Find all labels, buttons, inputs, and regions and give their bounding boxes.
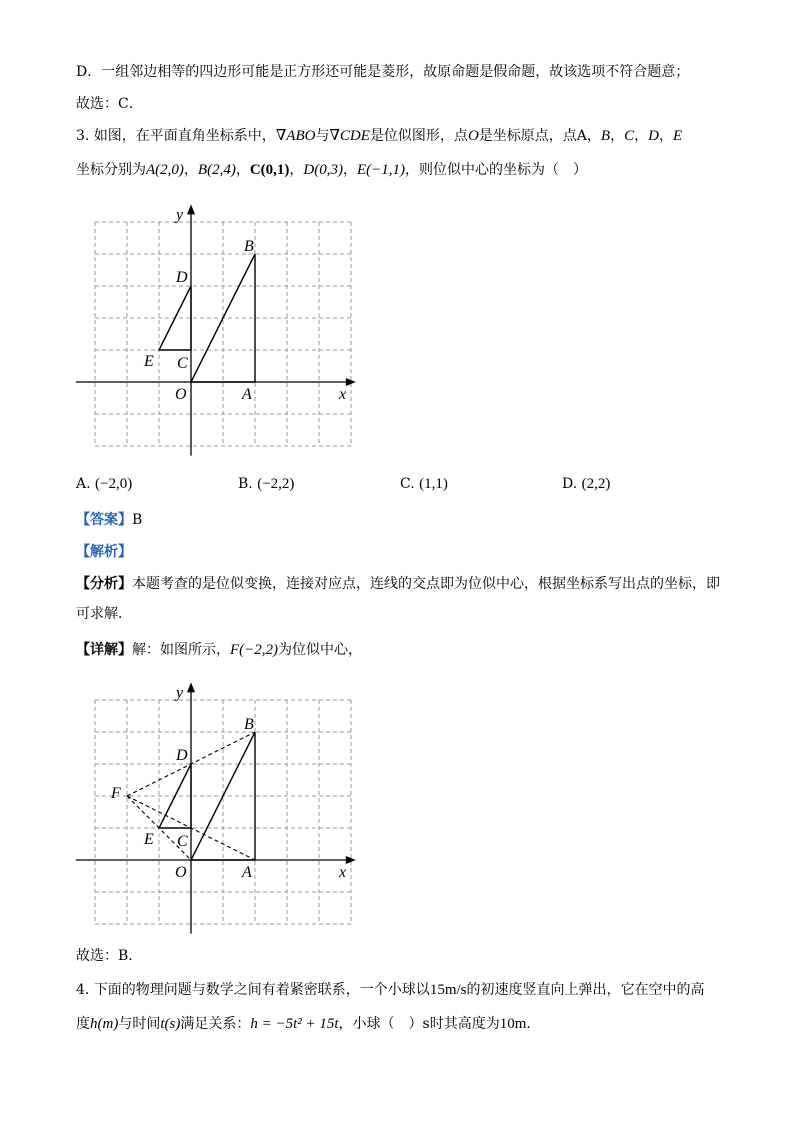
q3-stem-text: 是位似图形，点 — [369, 128, 468, 144]
separator: ， — [342, 162, 357, 178]
label-o: O — [175, 386, 187, 403]
label-c: C — [177, 355, 188, 372]
option-c[interactable] — [400, 472, 448, 496]
q4-stem-text: 度 — [76, 1016, 90, 1032]
q4-speed: 15m/s — [429, 982, 467, 998]
q4-stem-line2 — [76, 1014, 540, 1034]
option-a[interactable] — [76, 472, 132, 496]
q3-figure-2 — [60, 674, 360, 944]
option-d[interactable] — [562, 472, 610, 496]
q3-fenxi — [76, 569, 721, 629]
xiangjie-text: 解：如图所示， — [132, 642, 230, 658]
xiangjie-tag: 【详解】 — [76, 642, 132, 658]
label-a: A — [242, 386, 252, 403]
option-value: (1,1) — [419, 476, 448, 492]
y-axis-arrow — [187, 204, 195, 214]
xiangjie-center: F(−2,2) — [230, 642, 279, 658]
option-letter: D. — [562, 476, 578, 492]
q3-coord-b: B(2,4) — [197, 162, 236, 178]
q3-point-c: C — [624, 128, 635, 144]
y-axis-arrow — [187, 682, 195, 692]
label-c: C — [177, 833, 188, 850]
q4-number: 4. — [76, 982, 90, 998]
q4-var-t: t(s) — [160, 1016, 181, 1032]
label-x: x — [339, 864, 347, 881]
option-letter: B. — [238, 476, 253, 492]
fenxi-text: 本题考查的是位似变换，连接对应点，连线的交点即为位似中心，根据坐标系写出点的坐标，即可求解． — [76, 576, 720, 622]
q3-stem-text: ，则位似中心的坐标为（ ） — [405, 162, 587, 178]
prev-option-d: D．一组邻边相等的四边形可能是正方形还可能是菱形，故原命题是假命题，故该选项不符合题意； — [76, 64, 690, 80]
label-a: A — [242, 864, 252, 881]
separator: ， — [235, 162, 250, 178]
q3-analysis-tag — [76, 542, 132, 562]
answer-tag: 【答案】 — [76, 512, 132, 528]
q3-stem-line1 — [76, 126, 682, 146]
fenxi-tag: 【分析】 — [76, 576, 132, 592]
separator: ， — [289, 162, 304, 178]
q3-stem-line2 — [76, 160, 587, 180]
label-b: B — [244, 238, 254, 255]
q3-choice: 故选：B． — [76, 948, 143, 964]
answer-value: B — [132, 512, 143, 528]
q4-stem-text: 下面的物理问题与数学之间有着紧密联系，一个小球以 — [93, 982, 430, 998]
option-value: (−2,0) — [95, 476, 133, 492]
option-value: (−2,2) — [257, 476, 295, 492]
q3-coord-c: C(0,1) — [249, 162, 290, 178]
option-letter: C. — [400, 476, 415, 492]
q3-stem-text: 如图，在平面直角坐标系中， — [93, 128, 276, 144]
q4-stem-text: 与时间 — [118, 1016, 161, 1032]
xiangjie-text: 为位似中心， — [278, 642, 363, 658]
q3-stem-text: 与 — [315, 128, 330, 144]
label-o: O — [175, 864, 187, 881]
option-b[interactable] — [238, 472, 294, 496]
q4-stem-text: 满足关系： — [180, 1016, 251, 1032]
q4-stem-text: ． — [526, 1016, 541, 1032]
q3-point-b: B — [600, 128, 611, 144]
q3-stem-text: 是坐标原点，点A， — [478, 128, 601, 144]
q3-xiangjie — [76, 640, 362, 660]
label-f: F — [111, 785, 121, 802]
label-y: y — [176, 684, 184, 702]
label-e: E — [144, 831, 154, 848]
q4-stem-line1 — [76, 980, 705, 1000]
analysis-tag: 【解析】 — [76, 544, 132, 560]
q3-point-d: D — [648, 128, 659, 144]
q3-point-o: O — [467, 128, 479, 144]
label-y: y — [176, 206, 184, 224]
separator: ， — [610, 128, 625, 144]
q3-point-e: E — [672, 128, 683, 144]
q3-answer — [76, 510, 142, 530]
q3-stem-text: 坐标分别为 — [76, 162, 146, 178]
separator: ， — [658, 128, 673, 144]
q3-triangle-cde: ∇CDE — [329, 128, 370, 144]
option-letter: A. — [76, 476, 91, 492]
label-d: D — [176, 747, 188, 764]
separator: ， — [183, 162, 198, 178]
q3-options — [76, 472, 726, 496]
option-value: (2,2) — [581, 476, 611, 492]
q4-height: 10m — [499, 1016, 527, 1032]
q4-var-h: h(m) — [90, 1016, 119, 1032]
label-d: D — [176, 269, 188, 286]
q4-stem-text: ，小球（ ）s时其高度为 — [338, 1016, 500, 1032]
q3-triangle-abo: ∇ABO — [275, 128, 316, 144]
q3-number: 3. — [76, 128, 90, 144]
q4-formula: h = −5t² + 15t — [250, 1016, 339, 1032]
label-b: B — [244, 716, 254, 733]
q4-stem-text: 的初速度竖直向上弹出，它在空中的高 — [466, 982, 705, 998]
q3-coord-a: A(2,0) — [146, 162, 184, 178]
prev-choice: 故选：C． — [76, 96, 143, 112]
label-x: x — [339, 386, 347, 403]
label-e: E — [144, 353, 154, 370]
q3-figure-1 — [60, 196, 360, 466]
q3-coord-e: E(−1,1) — [356, 162, 405, 178]
separator: ， — [634, 128, 649, 144]
q3-coord-d: D(0,3) — [303, 162, 343, 178]
